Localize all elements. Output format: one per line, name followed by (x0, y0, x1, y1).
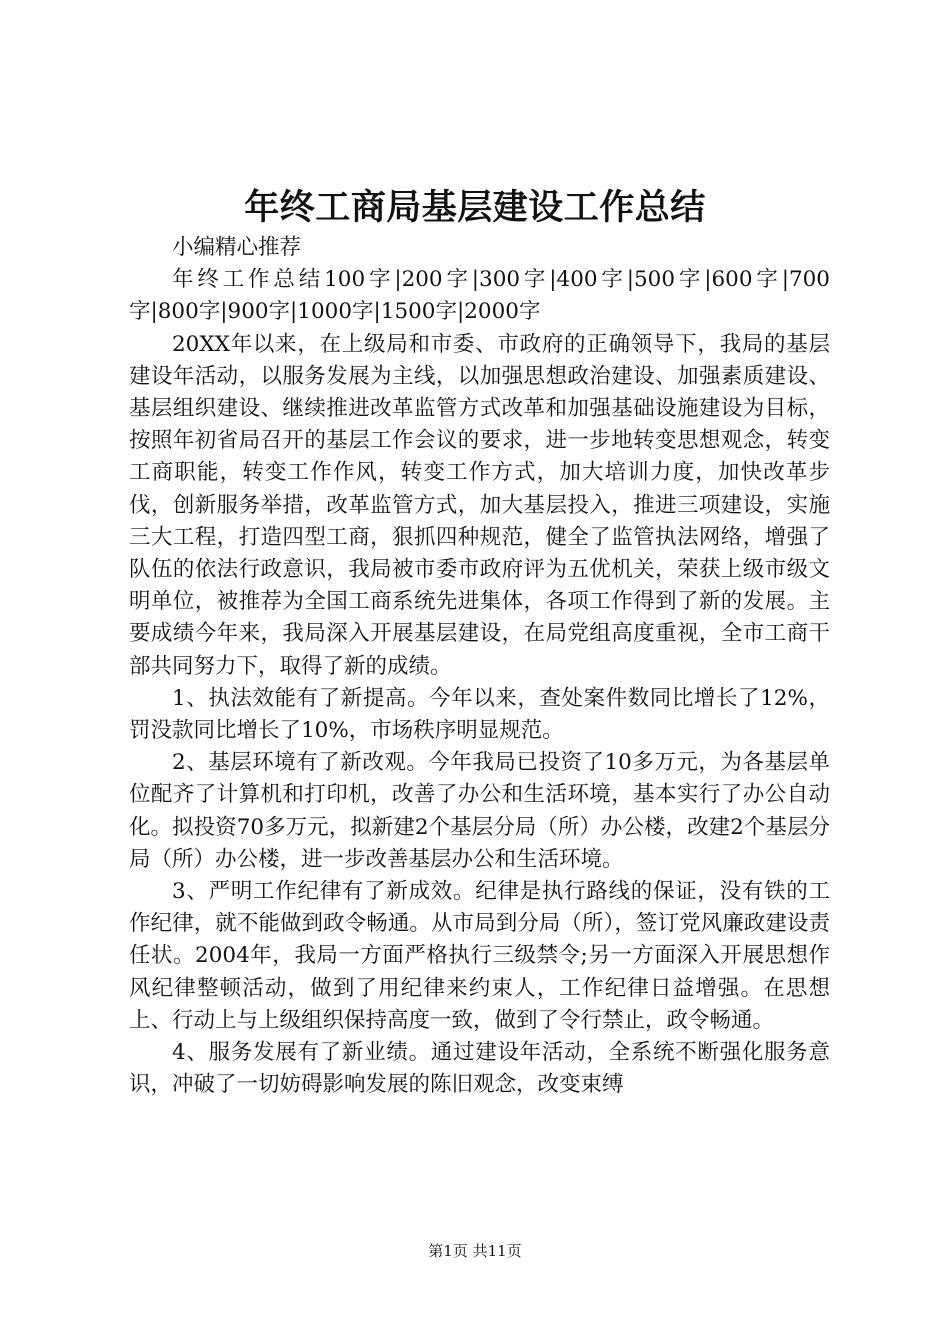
recommend-line: 小编精心推荐 (172, 235, 302, 260)
body-paragraph: 20XX年以来，在上级局和市委、市政府的正确领导下，我局的基层建设年活动，以服务发展为主线，以加强思想政治建设、加强素质建设、基层组织建设、继续推进改革监管方式改革和加强基础设施建设为目标，按照年初省局召开的基层工作会议的要求，进一步地转变思想观念，转变工商职能，转变工作作风，转变工作方式，加大培训力度，加快改革步伐，创新服务举措，改革监管方式，加大基层投入，推进三项建设，实施三大工程，打造四型工商，狠抓四种规范，健全了监管执法网络，增强了队伍的依法行政意识，我局被市委市政府评为五优机关，荣获上级市级文明单位，被推荐为全国工商系统先进集体，各项工作得到了新的发展。主要成绩今年来，我局深入开展基层建设，在局党组高度重视，全市工商干部共同努力下，取得了新的成绩。 (129, 331, 830, 679)
body-paragraph: 3、严明工作纪律有了新成效。纪律是执行路线的保证，没有铁的工作纪律，就不能做到政令畅通。从市局到分局（所），签订党风廉政建设责任状。2004年，我局一方面严格执行三级禁令;另一方面深入开展思想作风纪律整顿活动，做到了用纪律来约束人，工作纪律日益增强。在思想上、行动上与上级组织保持高度一致，做到了令行禁止，政令畅通。 (129, 879, 830, 1033)
page-number-footer: 第1页 共11页 (428, 1242, 522, 1260)
document-title: 年终工商局基层建设工作总结 (244, 187, 706, 228)
body-paragraph: 2、基层环境有了新改观。今年我局已投资了10多万元，为各基层单位配齐了计算机和打印机，改善了办公和生活环境，基本实行了办公自动化。拟投资70多万元，拟新建2个基层分局（所）办公楼，改建2个基层分局（所）办公楼，进一步改善基层办公和生活环境。 (129, 750, 830, 872)
body-paragraph: 1、执法效能有了新提高。今年以来，查处案件数同比增长了12%，罚没款同比增长了10%，市场秩序明显规范。 (129, 685, 830, 744)
document-body (129, 232, 830, 1101)
word-count-links: 年终工作总结100字|200字|300字|400字|500字|600字|700字|800字|900字|1000字|1500字|2000字 (129, 267, 830, 325)
body-paragraph: 4、服务发展有了新业绩。通过建设年活动，全系统不断强化服务意识，冲破了一切妨碍影响发展的陈旧观念，改变束缚 (129, 1040, 830, 1098)
